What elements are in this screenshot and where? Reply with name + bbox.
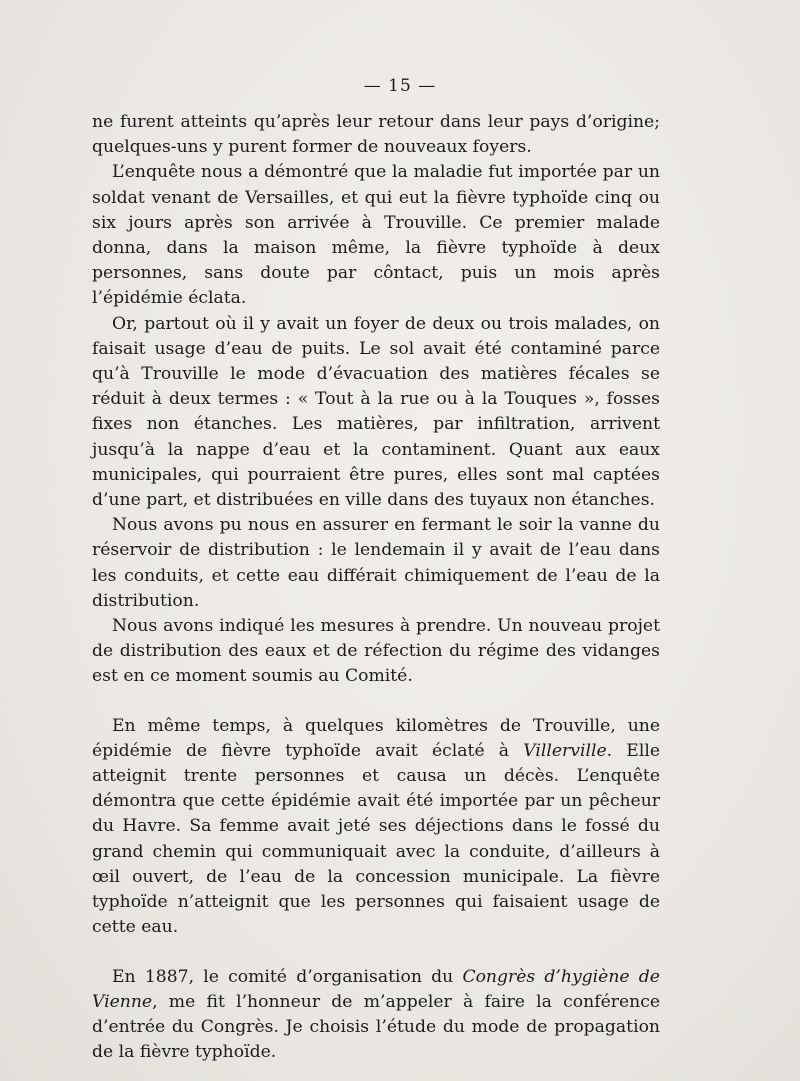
paragraph: ne furent atteints qu’après leur retour dans leur pays d’origine; quelques-uns y purent former de nouveaux foyers.	[92, 112, 660, 158]
text-run: En même temps, à quelques kilomètres de Trouville, une épidémie de fièvre typhoïde avait éclaté à	[92, 715, 660, 761]
paragraph: Nous avons pu nous en assurer en fermant le soir la vanne du réservoir de distribution : le lendemain il y avait de l’eau dans les conduits, et cette eau différait chimiquement de l’eau de la distribution.	[92, 515, 660, 611]
place-name: Villerville	[523, 740, 607, 761]
paragraph-villerville	[92, 714, 660, 941]
body-text	[92, 110, 660, 1065]
text-run: . Elle atteignit trente personnes et causa un décès. L’enquête démontra que cette épidémie avait été importée par un pêcheur du Havre. Sa femme avait jeté ses déjections dans le fossé du grand chemin qui communiquait avec la conduite, d’ailleurs à œil ouvert, de l’eau de la concession municipale. La fièvre typhoïde n’atteignit que les personnes qui faisaient usage de cette eau.	[92, 740, 660, 938]
page-number: — 15 —	[363, 76, 437, 96]
text-run: En 1887, le comité d’organisation du	[112, 966, 463, 987]
paragraph: Nous avons indiqué les mesures à prendre. Un nouveau projet de distribution des eaux et de réfection du régime des vidanges est en ce moment soumis au Comité.	[92, 616, 660, 687]
paragraph: Or, partout où il y avait un foyer de deux ou trois malades, on faisait usage d’eau de puits. Le sol avait été contaminé parce qu’à Trouville le mode d’évacuation des matières fécales se réduit à deux termes : « Tout à la rue ou à la Touques », fosses fixes non étanches. Les matières, par infiltration, arrivent jusqu’à la nappe d’eau et la contaminent. Quant aux eaux municipales, qui pourraient être pures, elles sont mal captées d’une part, et distribuées en ville dans des tuyaux non étanches.	[92, 313, 660, 511]
paragraph: L’enquête nous a démontré que la maladie fut importée par un soldat venant de Versailles, et qui eut la fièvre typhoïde cinq ou six jours après son arrivée à Trouville. Ce premier malade donna, dans la maison même, la fièvre typhoïde à deux personnes, sans doute par côntact, puis un mois après l’épidémie éclata.	[92, 162, 660, 309]
congress-name: Congrès d’hygiène de Vienne	[92, 966, 660, 1012]
paragraph-congres	[92, 965, 660, 1066]
section-gap	[92, 941, 660, 965]
section-gap	[92, 690, 660, 714]
text-run: , me fit l’honneur de m’appeler à faire la conférence d’entrée du Congrès. Je choisis l’étude du mode de propagation de la fièvre typhoïde.	[92, 991, 660, 1063]
